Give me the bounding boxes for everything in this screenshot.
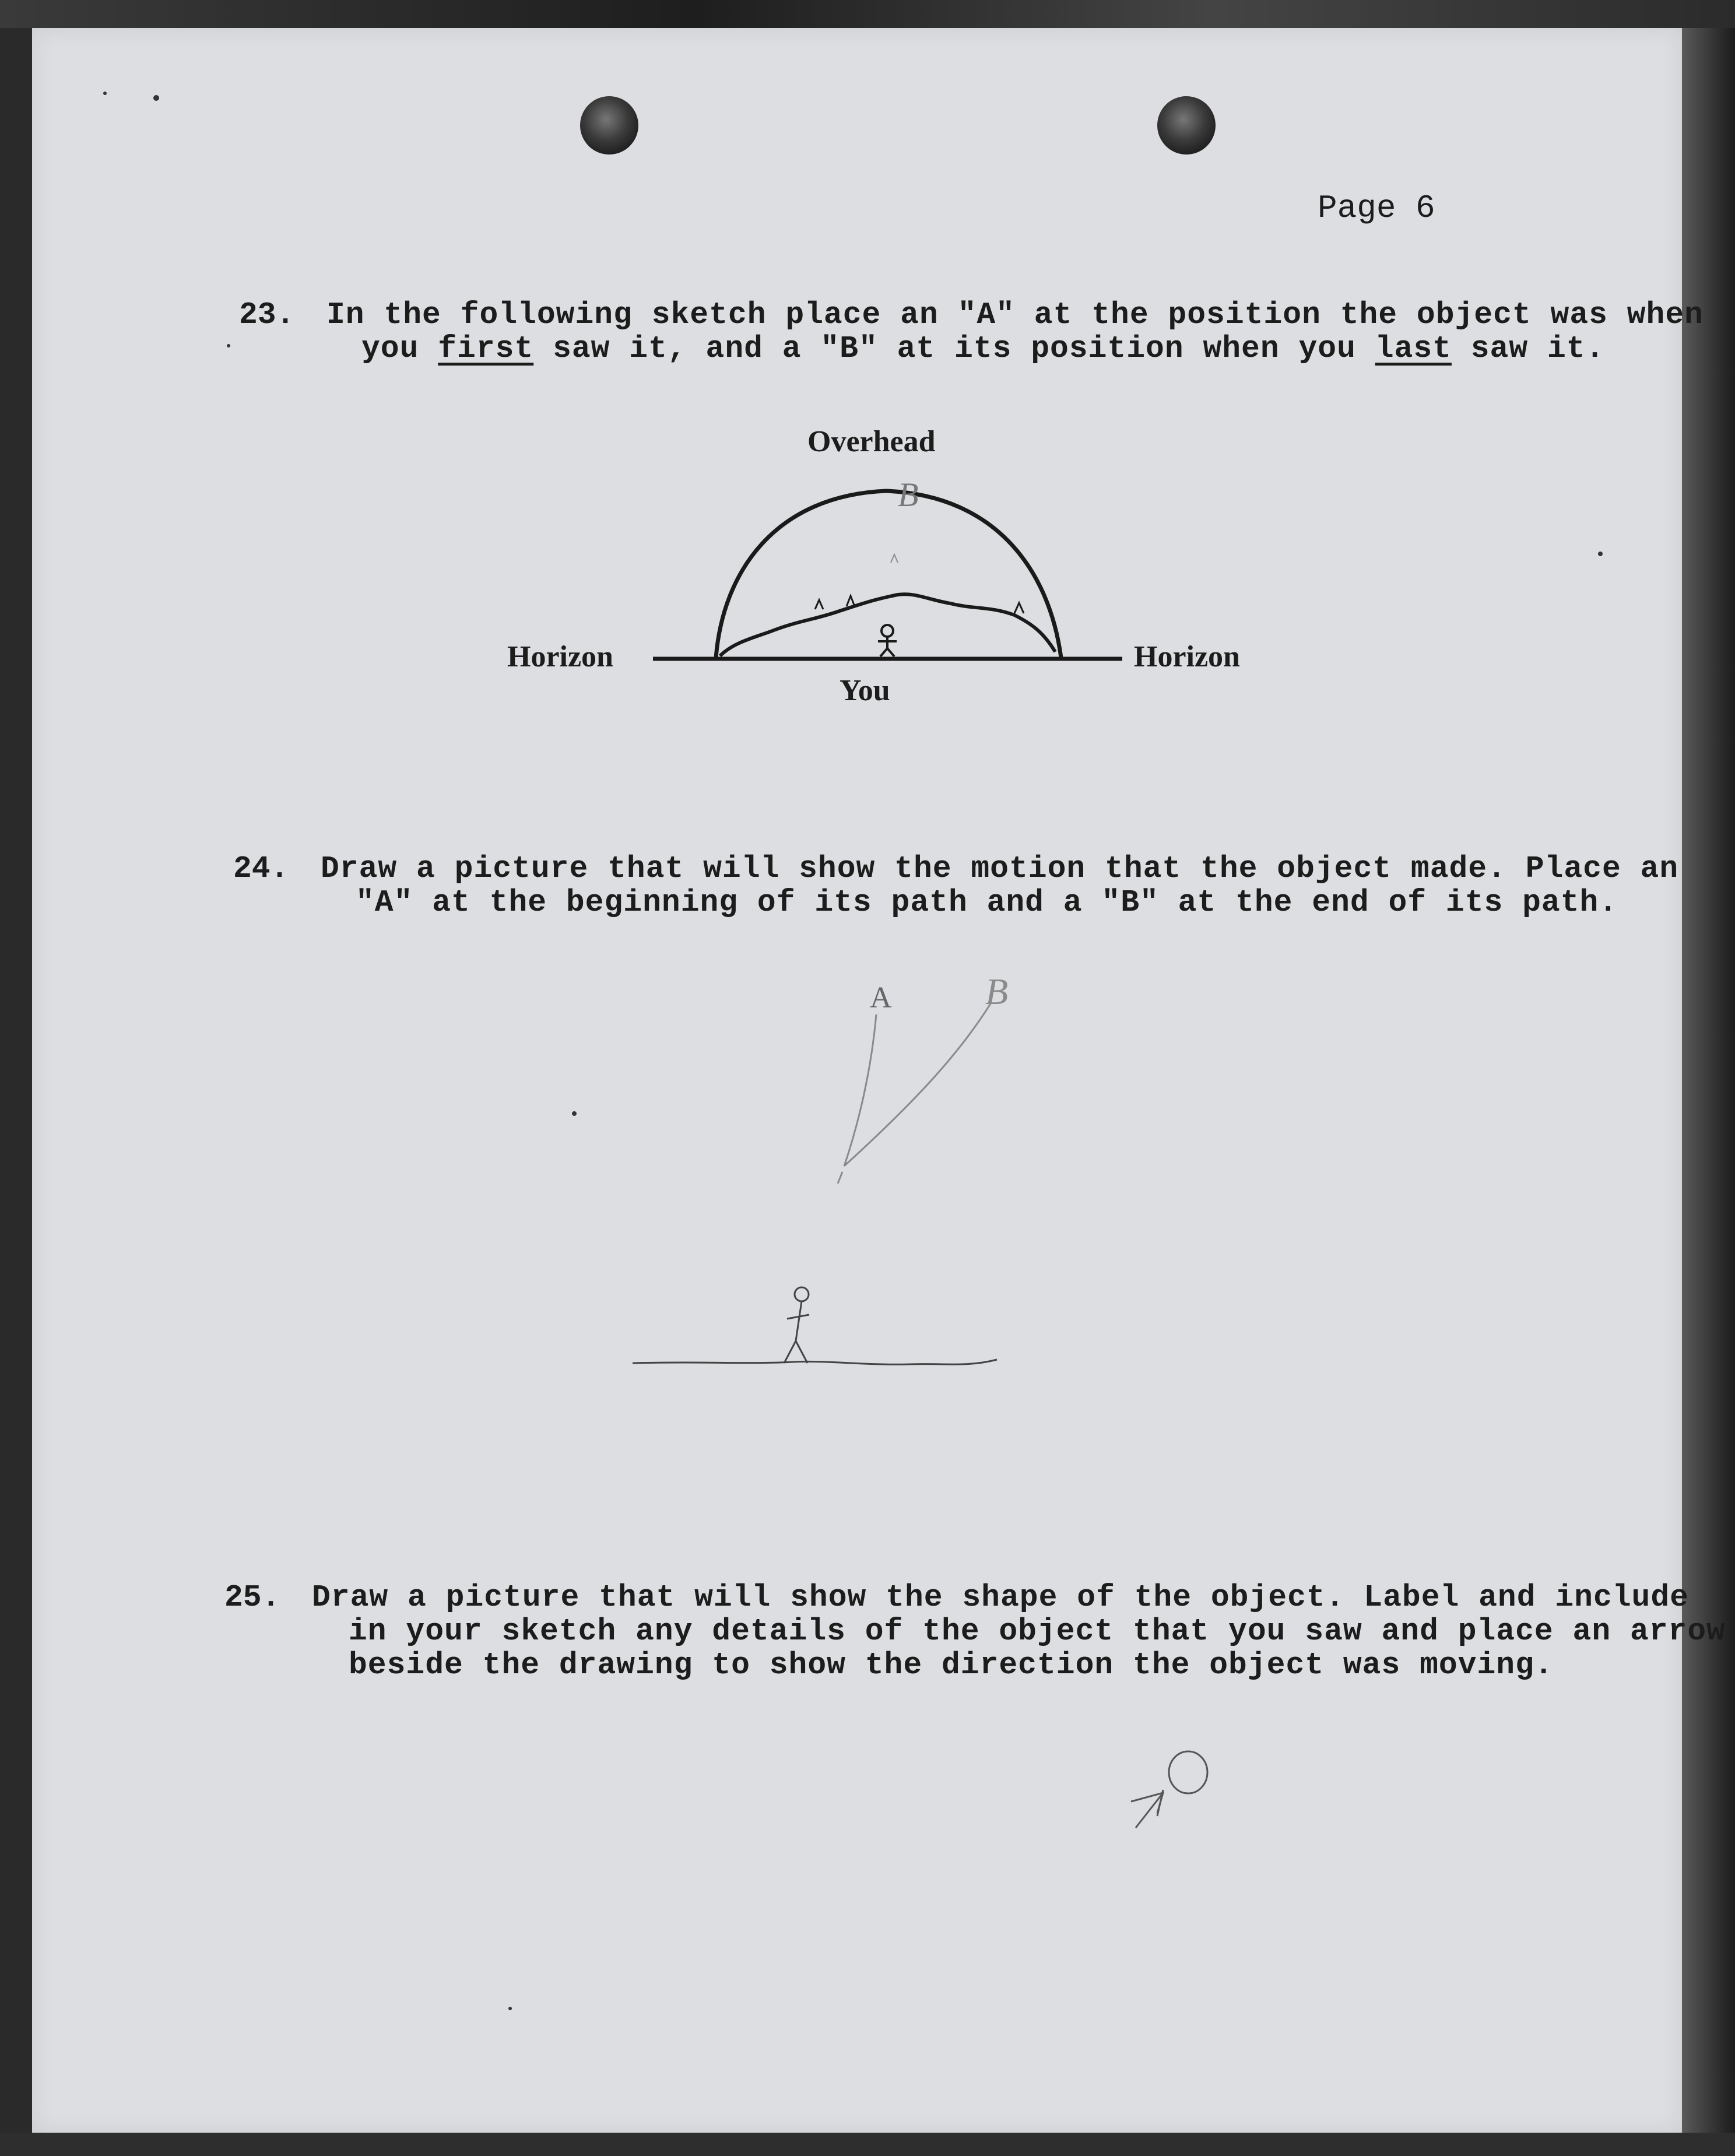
direction-arrow-head <box>1131 1793 1163 1813</box>
diagram-horizon-left-label: Horizon <box>507 640 613 673</box>
scan-specks <box>103 92 1603 2010</box>
pencil-mark-b-overhead: B <box>898 476 919 514</box>
stick-figure-head <box>795 1287 809 1301</box>
observer-leg-left <box>880 648 887 656</box>
faint-pencil-mark <box>891 554 898 563</box>
stick-figure-arm <box>787 1315 809 1319</box>
question-24-line-2: "A" at the beginning of its path and a "B" at the end of its path. <box>356 885 1618 920</box>
emphasis-first: first <box>438 331 534 366</box>
ground-sketch <box>633 1287 997 1364</box>
question-24-line-1: Draw a picture that will show the motion that the object made. Place an <box>321 851 1679 886</box>
tree-mark <box>847 596 855 606</box>
question-23-line-1: In the following sketch place an "A" at the position the object was when <box>326 297 1704 332</box>
question-23-line-2: you first saw it, and a "B" at its position when you last saw it. <box>361 331 1605 366</box>
emphasis-last: last <box>1375 331 1452 366</box>
question-25-number: 25. <box>224 1580 280 1615</box>
sky-dome-diagram <box>653 491 1122 659</box>
page-number: Page 6 <box>1318 189 1435 227</box>
stick-figure-leg-left <box>784 1341 796 1363</box>
object-circle <box>1169 1751 1207 1793</box>
pencil-mark-a: A <box>870 981 892 1014</box>
observer-leg-right <box>887 648 894 656</box>
observer-head <box>881 625 893 637</box>
ground-line <box>633 1360 997 1364</box>
stick-figure-leg-right <box>796 1341 807 1363</box>
motion-path-dash <box>838 1172 842 1184</box>
tree-mark <box>815 600 823 609</box>
motion-path-line-a <box>844 1014 876 1166</box>
diagram-horizon-right-label: Horizon <box>1134 640 1240 673</box>
question-23-number: 23. <box>239 297 295 332</box>
diagram-overhead-label: Overhead <box>807 425 936 458</box>
pencil-mark-b: B <box>985 971 1009 1012</box>
question-25-line-3: beside the drawing to show the direction the object was moving. <box>349 1648 1554 1683</box>
observer-stick-figure <box>878 625 897 656</box>
question-25-line-1: Draw a picture that will show the shape of the object. Label and include <box>312 1580 1689 1615</box>
diagram-you-label: You <box>840 674 890 707</box>
question-24-number: 24. <box>233 851 289 886</box>
stick-figure-body <box>796 1301 802 1341</box>
motion-path-sketch <box>838 1003 991 1184</box>
question-25-line-2: in your sketch any details of the object that you saw and place an arrow <box>349 1614 1726 1649</box>
tree-mark <box>1014 603 1024 613</box>
object-shape-sketch <box>1131 1751 1207 1828</box>
